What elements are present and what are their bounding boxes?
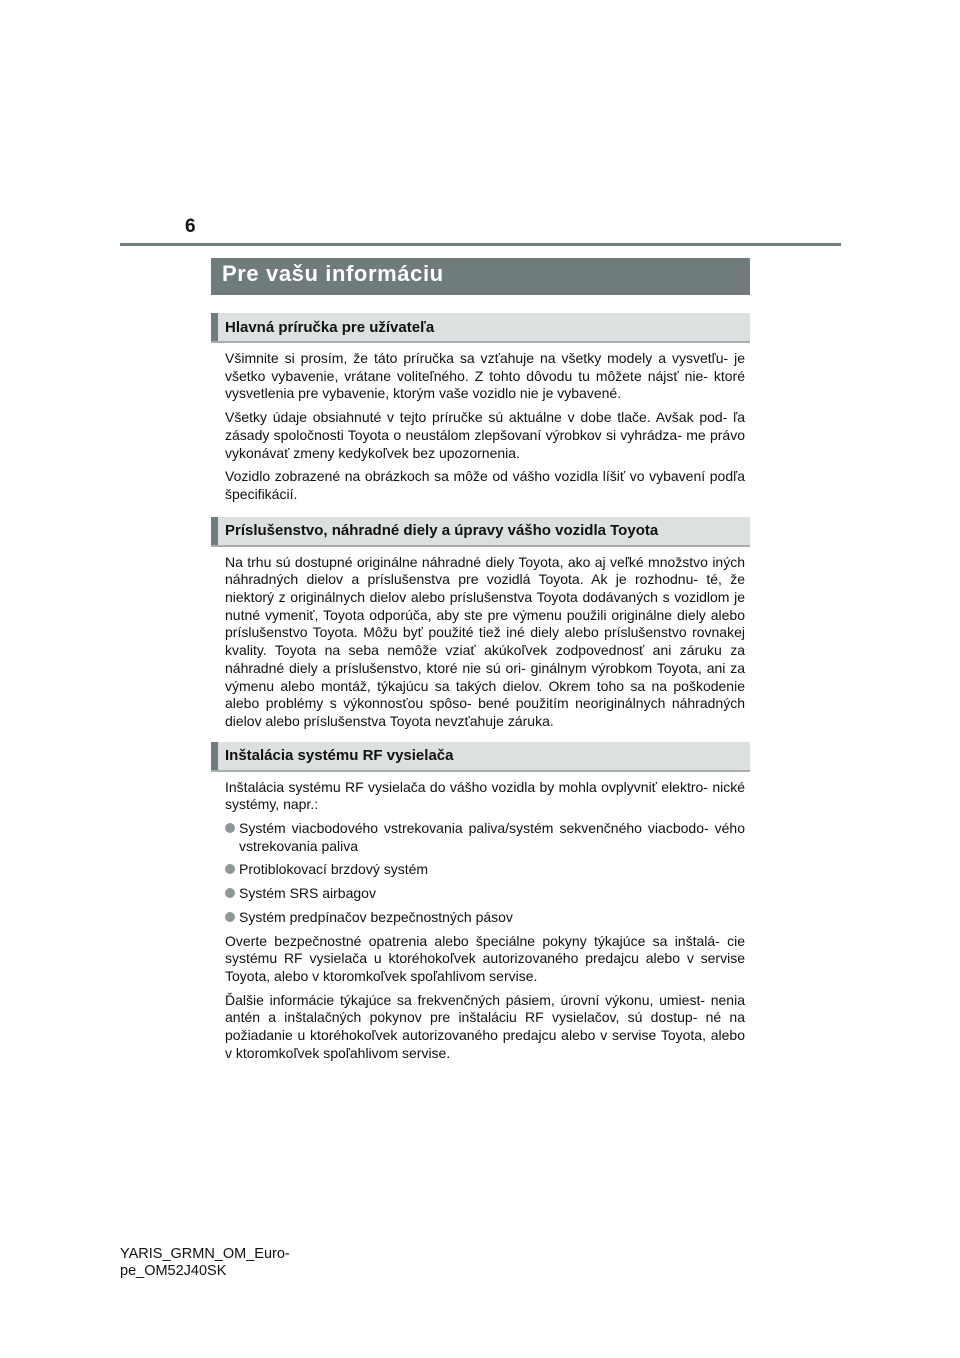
paragraph: Ďalšie informácie týkajúce sa frekvenčných pásiem, úrovní výkonu, umiest- nenia antén a inštalačných pokynov pre inštaláciu RF vysielačov, sú dostup- né na požiadanie u ktoréhokoľvek autorizovaného predajcu alebo v servise Toyota, alebo v ktoromkoľvek spoľahlivom servise. (225, 991, 745, 1061)
bullet-icon (225, 864, 235, 874)
section-heading-accessories (211, 517, 750, 547)
list-item: Systém viacbodového vstrekovania paliva/systém sekvenčného viacbodo- vého vstrekovania paliva (225, 820, 745, 855)
section-heading-rf-transmitter (211, 742, 750, 772)
bullet-icon (225, 888, 235, 898)
paragraph: Všetky údaje obsiahnuté v tejto príručke sú aktuálne v dobe tlače. Avšak pod- ľa zásady spoločnosti Toyota o neustálom zlepšovaní výrobkov si vyhrádza- me právo vykonávať zmeny kedykoľvek bez upozornenia. (225, 409, 745, 461)
header-rule (120, 243, 841, 246)
section-body-rf-transmitter (211, 772, 750, 1063)
list-item: Systém SRS airbagov (225, 885, 745, 903)
paragraph: Na trhu sú dostupné originálne náhradné diely Toyota, ako aj veľké množstvo iných náhradných dielov a príslušenstva pre vozidlá Toyota. Ak je rozhodnu- té, že niektorý z originálnych dielov alebo príslušenstva Toyota dodávaných s vozidlom je nutné vymeniť, Toyota odporúča, aby ste pre výmenu použili originálne diely alebo príslušenstvo Toyota. Môžu byť použité tiež iné diely alebo príslušenstvo rovnakej kvality. Toyota na seba nemôže vziať akúkoľvek zodpovednosť ani záruku za náhradné diely a príslušenstvo, ktoré nie sú ori- ginálnym výrobkom Toyota, ani za výmenu alebo montáž, týkajúcu sa takých dielov. Okrem toho sa na poškodenie alebo problémy s výkonnosťou spôso- bené použitím neoriginálnych náhradných dielov alebo príslušenstva Toyota nevzťahuje záruka. (225, 553, 745, 729)
paragraph: Vozidlo zobrazené na obrázkoch sa môže od vášho vozidla líšiť vo vybavení podľa špecifikácií. (225, 468, 745, 502)
list-item: Protiblokovací brzdový systém (225, 861, 745, 879)
section-marker (211, 313, 218, 341)
section-heading-main-manual (211, 313, 750, 343)
paragraph: Inštalácia systému RF vysielača do vášho vozidla by mohla ovplyvniť elektro- nické systémy, napr.: (225, 778, 745, 813)
paragraph: Všimnite si prosím, že táto príručka sa vzťahuje na všetky modely a vysvetľu- je všetko vybavenie, vrátane voliteľného. Z tohto dôvodu tu môžete nájsť nie- ktoré vysvetlenia pre vybavenie, ktorým vaše vozidlo nie je vybavené. (225, 350, 745, 402)
bullet-icon (225, 912, 235, 922)
section-body-main-manual (211, 343, 750, 504)
section-heading-text: Príslušenstvo, náhradné diely a úpravy vášho vozidla Toyota (225, 522, 659, 540)
page-number: 6 (185, 216, 196, 237)
section-heading-text: Inštalácia systému RF vysielača (225, 747, 454, 765)
section-body-accessories (211, 547, 750, 731)
bullet-list (225, 820, 745, 927)
footer-line: YARIS_GRMN_OM_Euro- (120, 1246, 290, 1262)
footer-line: pe_OM52J40SK (120, 1263, 227, 1279)
footer-doc-code (120, 1246, 290, 1280)
paragraph: Overte bezpečnostné opatrenia alebo špeciálne pokyny týkajúce sa inštalá- cie systému RF vysielača u ktoréhokoľvek autorizovaného predajcu alebo v servise Toyota, alebo v ktoromkoľvek spoľahlivom servise. (225, 932, 745, 984)
section-heading-text: Hlavná príručka pre užívateľa (225, 318, 435, 336)
section-marker (211, 517, 218, 545)
bullet-icon (225, 823, 235, 833)
list-item: Systém predpínačov bezpečnostných pásov (225, 909, 745, 927)
page-title: Pre vašu informáciu (211, 258, 750, 295)
section-marker (211, 742, 218, 770)
page-content (211, 313, 750, 1069)
